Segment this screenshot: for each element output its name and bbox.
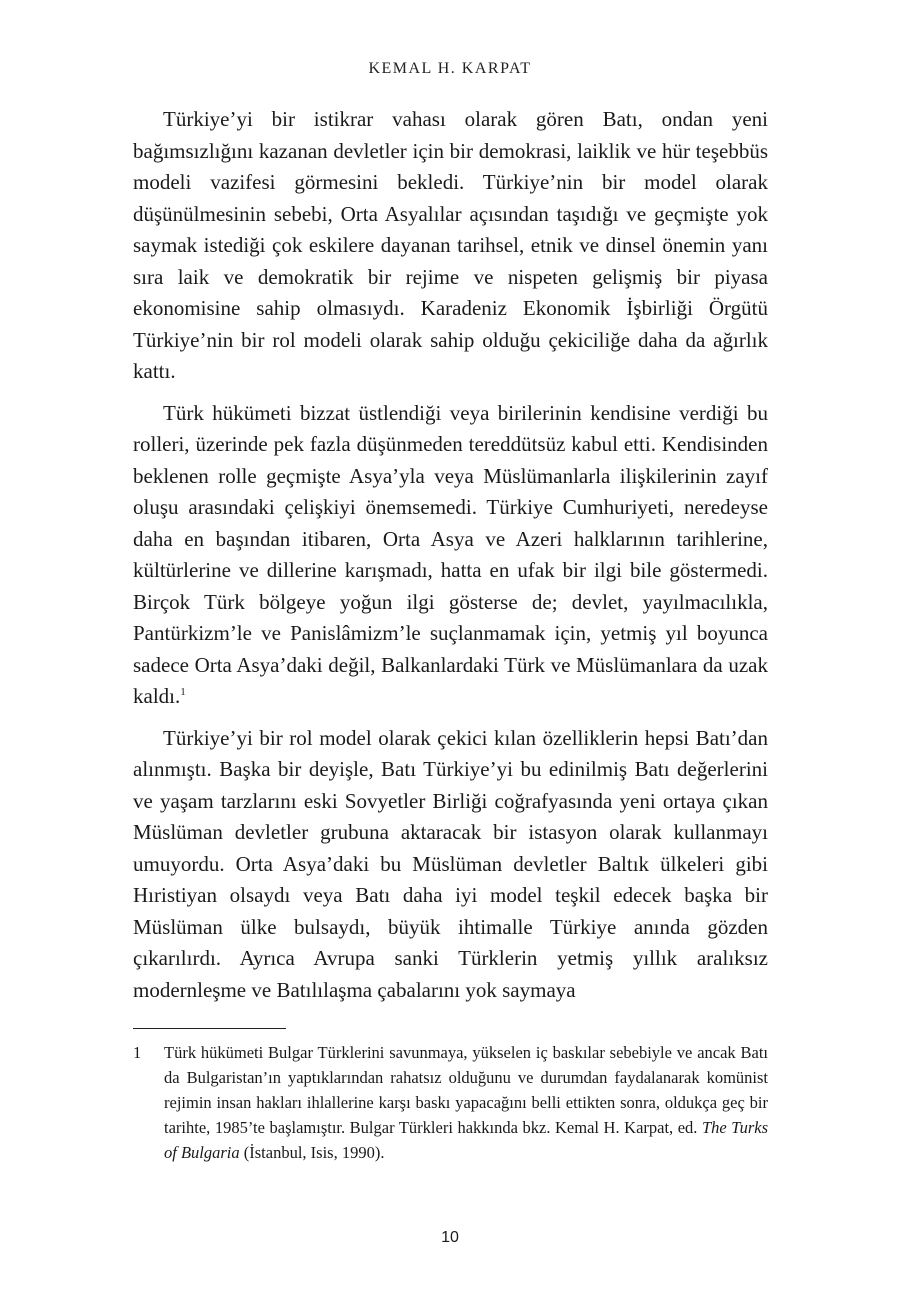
- paragraph-2-text: Türk hükümeti bizzat üstlendiği veya birilerinin kendisine verdiği bu rolleri, üzerinde pek fazla düşünmeden tereddütsüz kabul etti. Kendisinden beklenen rolle geçmişte Asya’yla veya Müslümanlarla ilişkilerinin zayıf oluşu arasındaki çelişkiyi önemsemedi. Türkiye Cumhuriyeti, neredeyse daha en başından itibaren, Orta Asya ve Azeri halklarının tarihlerine, kültürlerine ve dillerine karışmadı, hatta en ufak bir ilgi bile göstermedi. Birçok Türk bölgeye yoğun ilgi gösterse de; devlet, yayılmacılıkla, Pantürkizm’le ve Panislâmizm’le suçlanmamak için, yetmiş yıl boyunca sadece Orta Asya’daki değil, Balkanlardaki Türk ve Müslümanlara da uzak kaldı.: [133, 400, 768, 708]
- paragraph-2: [133, 398, 768, 713]
- body-text: [133, 104, 768, 1016]
- footnote: [133, 1040, 768, 1165]
- running-header: KEMAL H. KARPAT: [368, 60, 532, 77]
- footnote-divider: [133, 1028, 286, 1029]
- footnote-text: [164, 1040, 768, 1165]
- footnote-text-end: (İstanbul, Isis, 1990).: [239, 1143, 385, 1162]
- paragraph-1: Türkiye’yi bir istikrar vahası olarak gören Batı, ondan yeni bağımsızlığını kazanan devletler için bir demokrasi, laiklik ve hür teşebbüs modeli vazifesi görmesini bekledi. Türkiye’nin bir model olarak düşünülmesinin sebebi, Orta Asyalılar açısından taşıdığı ve geçmişte yok saymak istediği çok eskilere dayanan tarihsel, etnik ve dinsel önemin yanı sıra laik ve demokratik bir rejime ve nispeten gelişmiş bir piyasa ekonomisine sahip olmasıydı. Karadeniz Ekonomik İşbirliği Örgütü Türkiye’nin bir rol modeli olarak sahip olduğu çekiciliğe daha da ağırlık kattı.: [133, 107, 768, 383]
- paragraph-3: Türkiye’yi bir rol model olarak çekici kılan özelliklerin hepsi Batı’dan alınmıştı. Başka bir deyişle, Batı Türkiye’yi bu edinilmiş Batı değerlerini ve yaşam tarzlarını eski Sovyetler Birliği coğrafyasında yeni ortaya çıkan Müslüman devletler grubuna aktaracak bir istasyon olarak kullanmayı umuyordu. Orta Asya’daki bu Müslüman devletler Baltık ülkeleri gibi Hıristiyan olsaydı veya Batı daha iyi model teşkil edecek başka bir Müslüman ülke bulsaydı, büyük ihtimalle Türkiye anında gözden çıkarılırdı. Ayrıca Avrupa sanki Türklerin yetmiş yıllık aralıksız modernleşme ve Batılılaşma çabalarını yok saymaya: [133, 725, 768, 1002]
- footnote-number: 1: [133, 1043, 142, 1062]
- footnote-reference[interactable]: 1: [180, 686, 186, 698]
- page-number: 10: [441, 1229, 459, 1246]
- footnote-text-main: Türk hükümeti Bulgar Türklerini savunmaya, yükselen iç baskılar sebebiyle ve ancak Batı da Bulgaristan’ın yaptıklarından rahatsız olduğunu ve durumdan faydalanarak komünist rejimin insan hakları ihlallerine karşı baskı yapacağını belli ettikten sonra, oldukça geç bir tarihte, 1985’te başlamıştır. Bulgar Türkleri hakkında bkz. Kemal H. Karpat, ed.: [164, 1043, 768, 1137]
- footnote-book-title: The Turks of Bulgaria: [164, 1118, 768, 1162]
